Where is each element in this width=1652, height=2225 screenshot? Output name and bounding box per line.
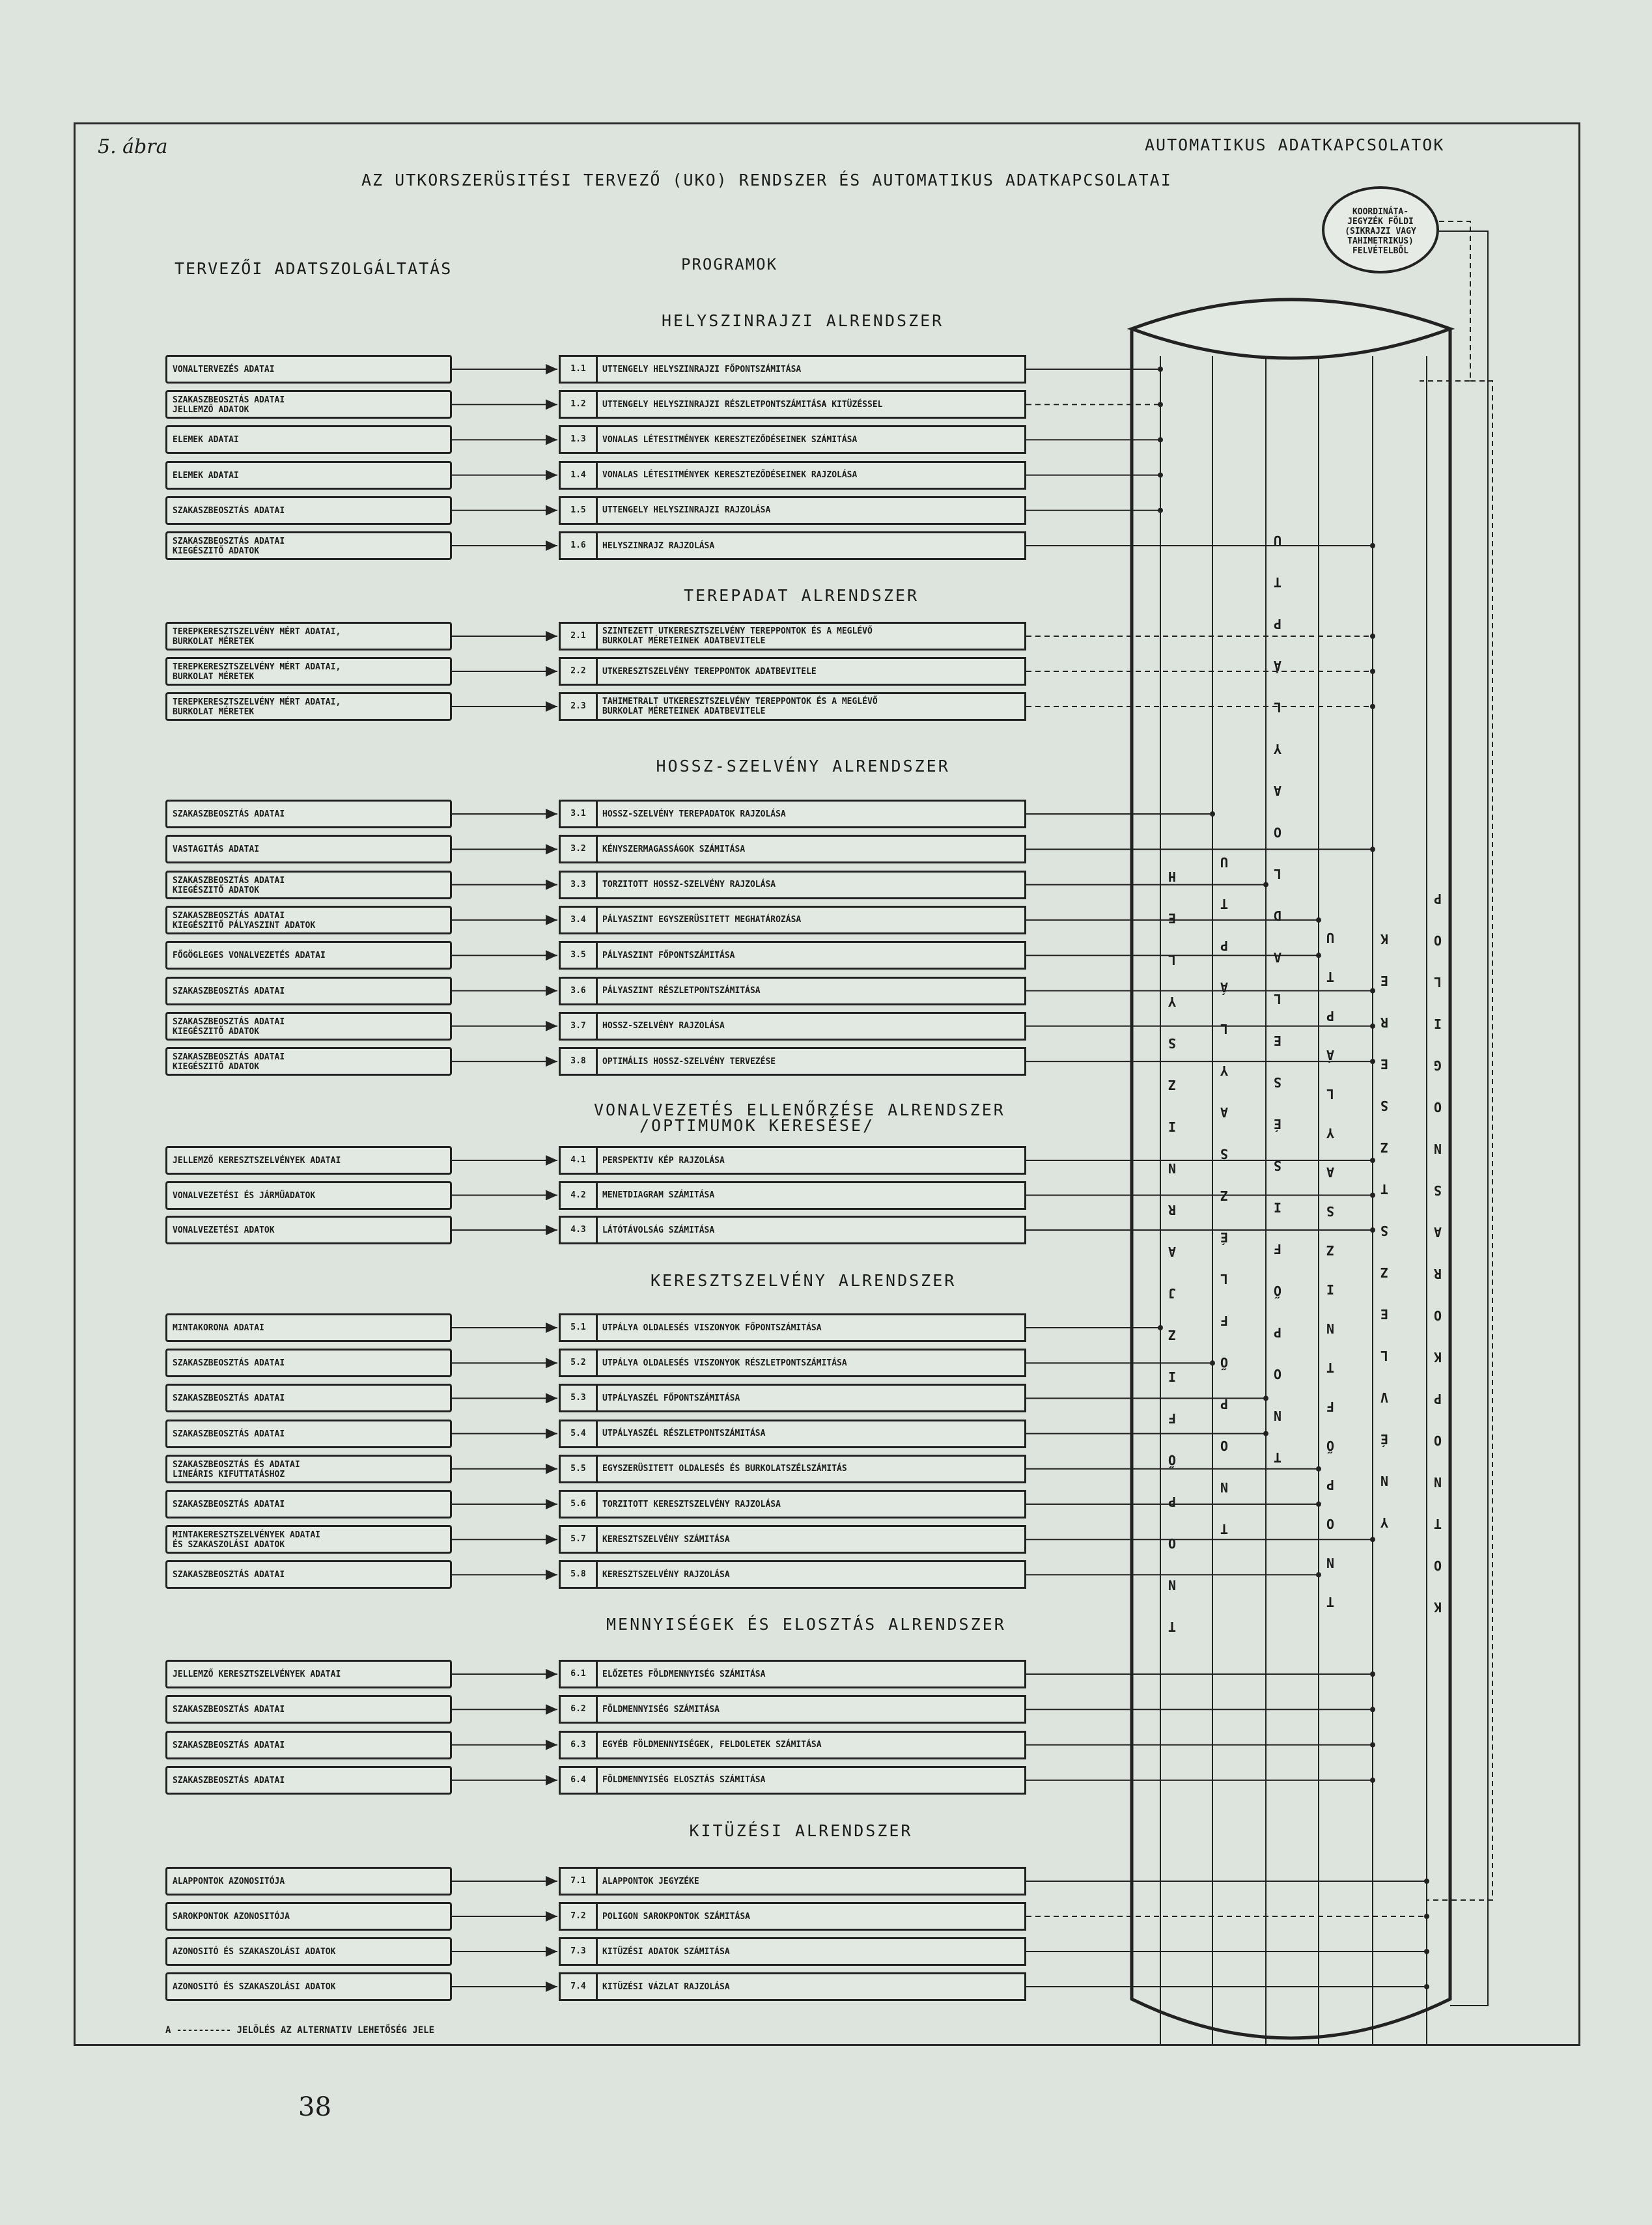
database-column-letter: Z: [1168, 1077, 1177, 1093]
program-label-line: HOSSZ-SZELVÉNY RAJZOLÁSA: [602, 1021, 725, 1031]
database-column-letter: U: [1220, 854, 1229, 870]
coordinate-link: [1439, 231, 1488, 2006]
database-column-letter: S: [1433, 1182, 1442, 1198]
program-label-line: PÁLYASZINT RÉSZLETPONTSZÁMITÁSA: [602, 986, 761, 996]
data-source-line: VONALVEZETÉSI ADATOK: [173, 1225, 275, 1235]
database-column-letter: Z: [1380, 1140, 1389, 1155]
program-label-line: UTPÁLYASZÉL FŐPONTSZÁMITÁSA: [602, 1393, 740, 1403]
database-column-letter: Y: [1326, 1125, 1335, 1141]
program-label-line: UTKERESZTSZELVÉNY TEREPPONTOK ADATBEVITELE: [602, 666, 817, 677]
coordinate-link-dashed: [1427, 381, 1492, 1900]
program-number: 7.4: [561, 1974, 598, 1999]
data-source-line: KIEGÉSZITŐ ADATOK: [173, 885, 260, 895]
data-source-line: SZAKASZBEOSZTÁS ADATAI: [173, 537, 285, 546]
data-source-line: BURKOLAT MÉRETEK: [173, 637, 255, 647]
database-column-letter: O: [1220, 1438, 1229, 1453]
database-column-letter: H: [1168, 869, 1177, 884]
database-column-letter: P: [1220, 938, 1229, 953]
database-column-letter: E: [1273, 1033, 1282, 1048]
page-number: 38: [298, 2092, 331, 2122]
data-source-line: MINTAKERESZTSZELVÉNYEK ADATAI: [173, 1530, 320, 1541]
data-source-line: SZAKASZBEOSZTÁS ADATAI: [173, 1570, 285, 1580]
database-column-letter: P: [1168, 1494, 1177, 1509]
database-column-letter: O: [1433, 1433, 1442, 1448]
program-label-line: OPTIMÁLIS HOSSZ-SZELVÉNY TERVEZÉSE: [602, 1056, 776, 1067]
coordinate-line: TAHIMETRIKUS): [1347, 236, 1414, 246]
legend-note: A ---------- JELÖLÉS AZ ALTERNATIV LEHETŐSÉG JELE: [165, 2025, 435, 2036]
database-column-letter: T: [1168, 1619, 1177, 1634]
program-number: 7.2: [561, 1904, 598, 1929]
database-column-letter: S: [1380, 1223, 1389, 1238]
database-column-letter: O: [1326, 1516, 1335, 1532]
database-column-letter: A: [1326, 1164, 1335, 1180]
program-label-line: FÖLDMENNYISÉG SZÁMITÁSA: [602, 1704, 720, 1714]
program-number: 3.6: [561, 979, 598, 1003]
program-number: 4.3: [561, 1218, 598, 1242]
database-column-letter: T: [1326, 969, 1335, 985]
program-label-line: VONALAS LÉTESITMÉNYEK KERESZTEZŐDÉSEINEK SZÁMITÁSA: [602, 434, 858, 445]
subsystem-title: HOSSZ-SZELVÉNY ALRENDSZER: [656, 757, 950, 776]
program-label-line: EGYSZERÜSITETT OLDALESÉS ÉS BURKOLATSZÉLSZÁMITÁS: [602, 1464, 847, 1474]
program-number: 2.1: [561, 624, 598, 649]
database-column-letter: J: [1168, 1285, 1177, 1301]
database-column-letter: L: [1326, 1086, 1335, 1102]
database-column-letter: K: [1433, 1349, 1442, 1365]
data-source-line: SZAKASZBEOSZTÁS ADATAI: [173, 910, 285, 921]
data-source-line: SZAKASZBEOSZTÁS ADATAI: [173, 1775, 285, 1785]
coordinate-line: KOORDINÁTA-: [1352, 207, 1409, 217]
database-column-letter: P: [1326, 1008, 1335, 1024]
program-number: 1.1: [561, 357, 598, 382]
database-column-letter: U: [1326, 930, 1335, 945]
database-column-letter: V: [1380, 1390, 1389, 1405]
database-column-letter: Ő: [1220, 1354, 1229, 1370]
coordinate-line: FELVÉTELBŐL: [1352, 246, 1409, 256]
program-number: 2.2: [561, 659, 598, 684]
program-number: 6.1: [561, 1662, 598, 1686]
database-column-letter: Z: [1380, 1265, 1389, 1280]
program-number: 6.2: [561, 1697, 598, 1722]
program-number: 3.5: [561, 943, 598, 968]
program-number: 1.6: [561, 533, 598, 558]
data-source-line: VONALVEZETÉSI ÉS JÁRMŰADATOK: [173, 1190, 316, 1201]
database-column-letter: E: [1380, 973, 1389, 988]
database-column-letter: N: [1273, 1408, 1282, 1423]
program-label-line: BURKOLAT MÉRETEINEK ADATBEVITELE: [602, 707, 766, 716]
subsystem-title: KITÜZÉSI ALRENDSZER: [689, 1821, 913, 1840]
data-source-line: JELLEMZŐ KERESZTSZELVÉNYEK ADATAI: [173, 1670, 341, 1679]
data-source-line: JELLEMZŐ KERESZTSZELVÉNYEK ADATAI: [173, 1156, 341, 1166]
database-column-letter: N: [1433, 1474, 1442, 1490]
database-column-letter: T: [1433, 1516, 1442, 1532]
data-source-line: JELLEMZŐ ADATOK: [173, 405, 249, 415]
program-label-line: PÁLYASZINT FŐPONTSZÁMITÁSA: [602, 950, 735, 960]
data-source-line: SZAKASZBEOSZTÁS ADATAI: [173, 1052, 285, 1063]
database-column-letter: L: [1273, 866, 1282, 882]
data-source-line: ELEMEK ADATAI: [173, 435, 239, 445]
program-number: 5.2: [561, 1350, 598, 1375]
database-column-letter: L: [1220, 1271, 1229, 1287]
main-title: AZ UTKORSZERÜSITÉSI TERVEZŐ (UKO) RENDSZER ÉS AUTOMATIKUS ADATKAPCSOLATAI: [361, 171, 1172, 189]
database-column-letter: I: [1433, 1016, 1442, 1031]
database-column-letter: N: [1380, 1473, 1389, 1489]
data-source-line: KIEGÉSZITŐ ADATOK: [173, 1026, 260, 1037]
coordinate-line: (SIKRAJZI VAGY: [1345, 227, 1416, 236]
program-label-line: KERESZTSZELVÉNY RAJZOLÁSA: [602, 1569, 730, 1580]
database-column-letter: P: [1433, 1391, 1442, 1406]
program-label-line: KERESZTSZELVÉNY SZÁMITÁSA: [602, 1534, 730, 1545]
data-source-line: SZAKASZBEOSZTÁS ADATAI: [173, 875, 285, 886]
data-source-line: SZAKASZBEOSZTÁS ADATAI: [173, 1358, 285, 1369]
data-source-line: KIEGÉSZITŐ PÁLYASZINT ADATOK: [173, 920, 316, 931]
program-label-line: HOSSZ-SZELVÉNY TEREPADATOK RAJZOLÁSA: [602, 809, 786, 819]
database-column-letter: T: [1220, 896, 1229, 912]
database-column-letter: N: [1168, 1160, 1177, 1176]
database-column-letter: R: [1380, 1015, 1389, 1030]
program-number: 6.3: [561, 1733, 598, 1757]
database-column-letter: S: [1168, 1035, 1177, 1051]
program-label-line: UTTENGELY HELYSZINRAJZI RAJZOLÁSA: [602, 505, 771, 516]
program-number: 4.2: [561, 1183, 598, 1208]
database-column-letter: Z: [1168, 1327, 1177, 1343]
database-column-letter: I: [1168, 1119, 1177, 1134]
data-source-line: TEREPKERESZTSZELVÉNY MÉRT ADATAI,: [173, 627, 341, 637]
program-label-line: BURKOLAT MÉRETEINEK ADATBEVITELE: [602, 636, 766, 646]
program-number: 1.2: [561, 392, 598, 417]
data-source-line: LINEÁRIS KIFUTTATÁSHOZ: [173, 1469, 285, 1479]
database-column-letter: Á: [1220, 979, 1229, 995]
data-source-line: AZONOSITÓ ÉS SZAKASZOLÁSI ADATOK: [173, 1947, 336, 1957]
program-label-line: UTTENGELY HELYSZINRAJZI RÉSZLETPONTSZÁMITÁSA KITÜZÉSSEL: [602, 399, 883, 410]
data-source-line: SAROKPONTOK AZONOSITÓJA: [173, 1912, 290, 1922]
program-label-line: UTPÁLYA OLDALESÉS VISZONYOK RÉSZLETPONTSZÁMITÁSA: [602, 1358, 847, 1368]
program-label-line: VONALAS LÉTESITMÉNYEK KERESZTEZŐDÉSEINEK RAJZOLÁSA: [602, 470, 858, 481]
database-column-letter: L: [1168, 952, 1177, 968]
subsystem-title: VONALVEZETÉS ELLENŐRZÉSE ALRENDSZER: [594, 1100, 1005, 1119]
program-number: 5.8: [561, 1562, 598, 1587]
data-source-line: SZAKASZBEOSZTÁS ADATAI: [173, 1016, 285, 1027]
program-label-line: EGYÉB FÖLDMENNYISÉGEK, FELDOLETEK SZÁMITÁSA: [602, 1740, 822, 1750]
database-column-letter: É: [1220, 1229, 1229, 1245]
program-number: 5.1: [561, 1315, 598, 1340]
program-label-line: POLIGON SAROKPONTOK SZÁMITÁSA: [602, 1911, 750, 1922]
program-label-line: PERSPEKTIV KÉP RAJZOLÁSA: [602, 1155, 725, 1166]
data-source-line: SZAKASZBEOSZTÁS ADATAI: [173, 1500, 285, 1509]
database-top: [1132, 300, 1450, 358]
data-source-line: SZAKASZBEOSZTÁS ADATAI: [173, 395, 285, 406]
program-label-line: TAHIMETRALT UTKERESZTSZELVÉNY TEREPPONTOK ÉS A MEGLÉVŐ: [602, 697, 878, 707]
database-column-letter: A: [1168, 1244, 1177, 1259]
database-column-letter: É: [1273, 1116, 1282, 1132]
data-source-line: ELEMEK ADATAI: [173, 470, 239, 481]
data-source-line: FŐGÖGLEGES VONALVEZETÉS ADATAI: [173, 951, 326, 961]
database-column-letter: E: [1380, 1306, 1389, 1322]
database-column-letter: Ő: [1168, 1452, 1177, 1468]
database-column-letter: T: [1273, 574, 1282, 590]
data-source-line: SZAKASZBEOSZTÁS ADATAI: [173, 1393, 285, 1404]
database-column-letter: U: [1273, 533, 1282, 548]
database-column-letter: O: [1168, 1535, 1177, 1551]
data-source-line: SZAKASZBEOSZTÁS ADATAI: [173, 1429, 285, 1439]
database-column-letter: T: [1380, 1181, 1389, 1197]
program-number: 4.1: [561, 1148, 598, 1173]
data-source-line: SZAKASZBEOSZTÁS ADATAI: [173, 986, 285, 996]
database-column-letter: O: [1273, 824, 1282, 840]
data-source-line: BURKOLAT MÉRETEK: [173, 707, 255, 717]
program-number: 3.7: [561, 1014, 598, 1039]
database-column-letter: S: [1380, 1098, 1389, 1113]
database-column-letter: K: [1380, 931, 1389, 947]
database-column-letter: T: [1326, 1360, 1335, 1375]
database-column-letter: R: [1168, 1202, 1177, 1218]
program-label-line: LÁTÓTÁVOLSÁG SZÁMITÁSA: [602, 1225, 715, 1235]
database-column-letter: Ő: [1273, 1283, 1282, 1298]
data-source-line: SZAKASZBEOSZTÁS ADATAI: [173, 1740, 285, 1750]
program-label-line: ALAPPONTOK JEGYZÉKE: [602, 1876, 699, 1886]
program-number: 5.5: [561, 1457, 598, 1481]
database-column-letter: L: [1380, 1348, 1389, 1364]
database-column-letter: K: [1433, 1599, 1442, 1615]
program-label-line: UTPÁLYA OLDALESÉS VISZONYOK FŐPONTSZÁMITÁSA: [602, 1322, 822, 1333]
database-column-letter: T: [1273, 1449, 1282, 1465]
database-column-letter: Á: [1326, 1047, 1335, 1063]
database-column-letter: G: [1433, 1057, 1442, 1073]
data-source-line: MINTAKORONA ADATAI: [173, 1323, 264, 1333]
database-column-letter: F: [1220, 1313, 1229, 1328]
database-column-letter: N: [1168, 1577, 1177, 1593]
program-number: 3.8: [561, 1049, 598, 1074]
data-source-line: AZONOSITÓ ÉS SZAKASZOLÁSI ADATOK: [173, 1982, 336, 1992]
program-label-line: FÖLDMENNYISÉG ELOSZTÁS SZÁMITÁSA: [602, 1775, 766, 1785]
database-column-letter: Y: [1380, 1515, 1389, 1530]
data-source-line: BURKOLAT MÉRETEK: [173, 672, 255, 682]
program-number: 3.3: [561, 873, 598, 897]
coordinate-line: JEGYZÉK FÖLDI: [1347, 217, 1414, 227]
data-source-line: SZAKASZBEOSZTÁS ADATAI: [173, 1705, 285, 1715]
program-label-line: TORZITOTT KERESZTSZELVÉNY RAJZOLÁSA: [602, 1499, 781, 1509]
program-number: 1.5: [561, 498, 598, 523]
data-source-line: ÉS SZAKASZOLÁSI ADATOK: [173, 1540, 285, 1550]
database-column-letter: A: [1433, 1224, 1442, 1240]
database-column-letter: N: [1433, 1141, 1442, 1156]
program-number: 5.4: [561, 1421, 598, 1446]
database-column-letter: É: [1380, 1431, 1389, 1447]
program-label-line: ELŐZETES FÖLDMENNYISÉG SZÁMITÁSA: [602, 1669, 766, 1679]
database-column-letter: R: [1433, 1266, 1442, 1281]
database-column-letter: T: [1220, 1521, 1229, 1537]
database-column-letter: P: [1220, 1396, 1229, 1412]
program-number: 5.3: [561, 1386, 598, 1410]
data-source-line: KIEGÉSZITŐ ADATOK: [173, 546, 260, 556]
database-column-letter: L: [1273, 991, 1282, 1007]
database-column-letter: O: [1433, 1558, 1442, 1573]
automatic-links-header: AUTOMATIKUS ADATKAPCSOLATOK: [1145, 135, 1445, 154]
data-source-line: SZAKASZBEOSZTÁS ADATAI: [173, 505, 285, 516]
program-label-line: KITÜZÉSI ADATOK SZÁMITÁSA: [602, 1946, 730, 1957]
database-column-letter: F: [1168, 1410, 1177, 1426]
data-source-line: TEREPKERESZTSZELVÉNY MÉRT ADATAI,: [173, 697, 341, 707]
database-column-letter: T: [1326, 1594, 1335, 1610]
database-column-letter: I: [1326, 1281, 1335, 1297]
program-number: 3.2: [561, 837, 598, 861]
database-column-letter: N: [1326, 1321, 1335, 1336]
program-number: 7.1: [561, 1869, 598, 1894]
data-source-line: VASTAGITÁS ADATAI: [173, 845, 260, 855]
database-column-letter: I: [1273, 1199, 1282, 1215]
database-column-letter: A: [1220, 1104, 1229, 1120]
program-number: 5.7: [561, 1527, 598, 1552]
database-column-letter: L: [1433, 974, 1442, 990]
figure-label: 5. ábra: [98, 135, 168, 158]
programs-header: PROGRAMOK: [681, 255, 778, 273]
program-label-line: PÁLYASZINT EGYSZERÜSITETT MEGHATÁROZÁSA: [602, 915, 802, 925]
subsystem-title: KERESZTSZELVÉNY ALRENDSZER: [651, 1271, 957, 1290]
database-column-letter: L: [1273, 699, 1282, 715]
program-number: 6.4: [561, 1768, 598, 1793]
database-column-letter: A: [1273, 783, 1282, 798]
database-column-letter: P: [1433, 891, 1442, 906]
subsystem-title: MENNYISÉGEK ÉS ELOSZTÁS ALRENDSZER: [606, 1615, 1006, 1634]
database-column-letter: S: [1273, 1158, 1282, 1173]
database-column-letter: D: [1273, 908, 1282, 923]
database-column-letter: L: [1220, 1021, 1229, 1037]
program-number: 3.4: [561, 908, 598, 932]
program-label-line: UTPÁLYASZÉL RÉSZLETPONTSZÁMITÁSA: [602, 1429, 766, 1439]
database-column-letter: Z: [1220, 1188, 1229, 1203]
database-column-letter: N: [1326, 1555, 1335, 1571]
database-column-letter: Á: [1273, 658, 1282, 673]
database-column-letter: Y: [1168, 994, 1177, 1009]
database-column-letter: O: [1433, 1099, 1442, 1115]
database-column-letter: Y: [1273, 741, 1282, 757]
program-label-line: MENETDIAGRAM SZÁMITÁSA: [602, 1190, 715, 1200]
database-column-letter: N: [1220, 1479, 1229, 1495]
database-column-letter: O: [1433, 1308, 1442, 1323]
program-label-line: KITÜZÉSI VÁZLAT RAJZOLÁSA: [602, 1981, 730, 1992]
data-source-line: KIEGÉSZITŐ ADATOK: [173, 1062, 260, 1072]
database-column-letter: I: [1168, 1369, 1177, 1384]
database-column-letter: E: [1380, 1056, 1389, 1072]
program-number: 2.3: [561, 694, 598, 719]
database-column-letter: S: [1220, 1146, 1229, 1162]
database-column-letter: S: [1326, 1203, 1335, 1219]
database-column-letter: P: [1273, 616, 1282, 632]
program-label-line: UTTENGELY HELYSZINRAJZI FŐPONTSZÁMITÁSA: [602, 364, 802, 374]
program-label-line: KÉNYSZERMAGASSÁGOK SZÁMITÁSA: [602, 844, 746, 854]
database-column-letter: O: [1273, 1366, 1282, 1382]
database-body: [1132, 329, 1450, 2038]
subsystem-title: TEREPADAT ALRENDSZER: [684, 586, 919, 605]
subsystem-subtitle: /OPTIMUMOK KERESÉSE/: [639, 1116, 875, 1135]
database-column-letter: P: [1326, 1477, 1335, 1492]
database-column-letter: F: [1273, 1241, 1282, 1257]
program-number: 1.4: [561, 463, 598, 488]
data-source-line: VONALTERVEZÉS ADATAI: [173, 365, 275, 374]
database-column-letter: Z: [1326, 1242, 1335, 1258]
data-source-line: TEREPKERESZTSZELVÉNY MÉRT ADATAI,: [173, 662, 341, 672]
program-number: 1.3: [561, 427, 598, 452]
program-number: 5.6: [561, 1492, 598, 1517]
database-column-letter: F: [1326, 1399, 1335, 1414]
database-column-letter: E: [1168, 910, 1177, 926]
subsystem-title: HELYSZINRAJZI ALRENDSZER: [662, 311, 944, 330]
program-label-line: TORZITOTT HOSSZ-SZELVÉNY RAJZOLÁSA: [602, 880, 776, 890]
database-column-letter: P: [1273, 1324, 1282, 1340]
data-source-line: SZAKASZBEOSZTÁS ÉS ADATAI: [173, 1459, 300, 1470]
designer-data-header: TERVEZŐI ADATSZOLGÁLTATÁS: [175, 259, 453, 278]
database-column-letter: S: [1273, 1074, 1282, 1090]
program-label-line: HELYSZINRAJZ RAJZOLÁSA: [602, 540, 715, 551]
data-source-line: ALAPPONTOK AZONOSITÓJA: [173, 1877, 285, 1886]
database-column-letter: A: [1273, 949, 1282, 965]
database-column-letter: Ő: [1326, 1438, 1335, 1453]
program-number: 3.1: [561, 802, 598, 826]
program-number: 7.3: [561, 1939, 598, 1964]
database-column-letter: O: [1433, 932, 1442, 948]
program-label-line: SZINTEZETT UTKERESZTSZELVÉNY TEREPPONTOK ÉS A MEGLÉVŐ: [602, 626, 873, 636]
database-column-letter: Y: [1220, 1063, 1229, 1078]
data-source-line: SZAKASZBEOSZTÁS ADATAI: [173, 809, 285, 819]
